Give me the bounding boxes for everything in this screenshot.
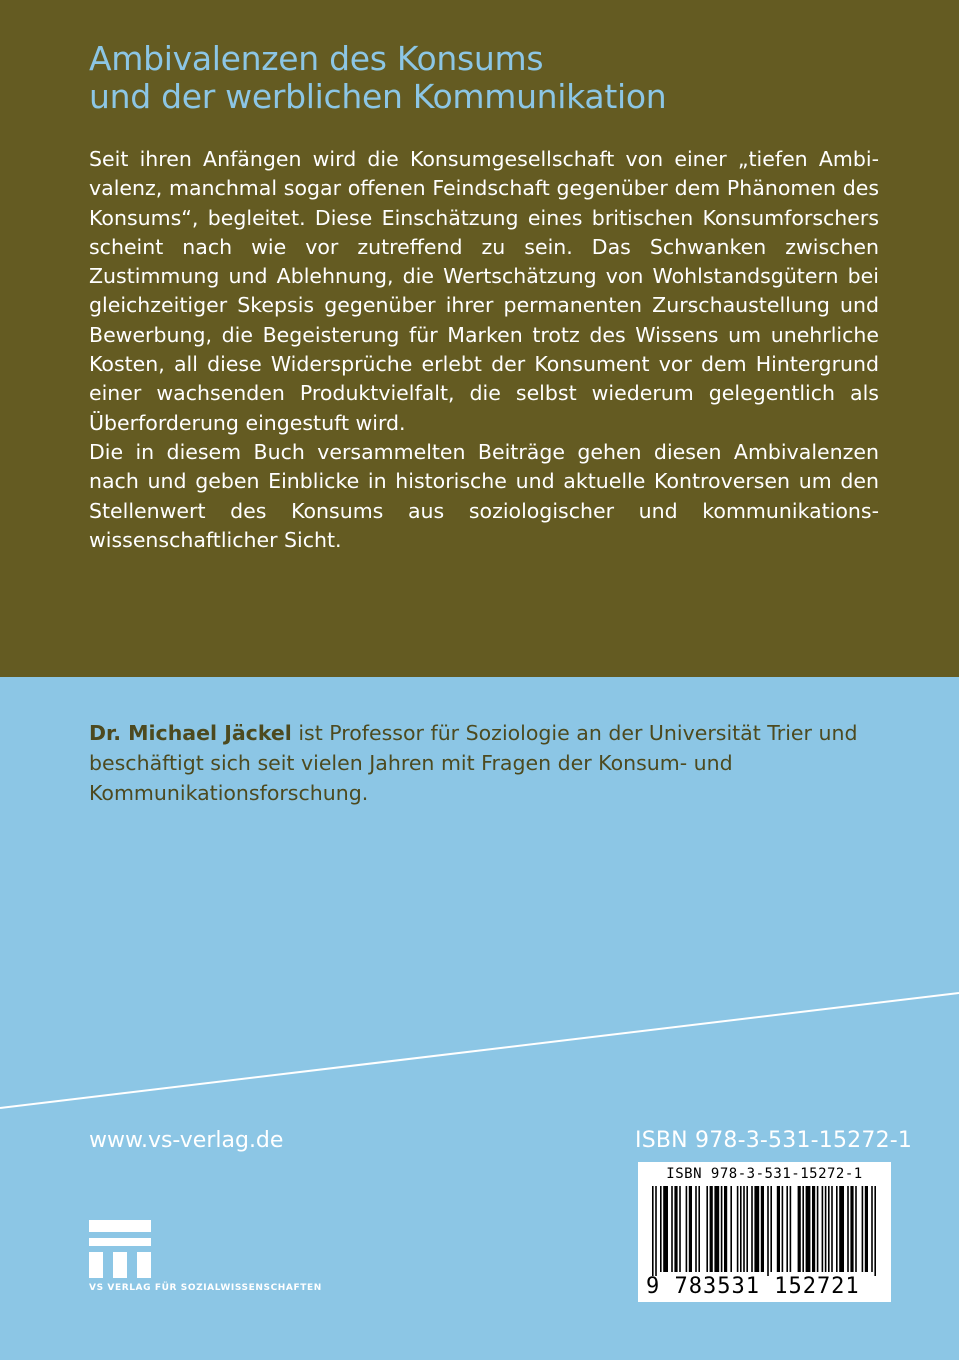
barcode-bar (655, 1186, 657, 1276)
barcode-bar (660, 1186, 662, 1272)
book-title (89, 40, 666, 116)
barcode-bar (710, 1186, 713, 1272)
barcode-bar (686, 1186, 688, 1272)
barcode-bar (862, 1186, 864, 1272)
barcode-bar (674, 1186, 677, 1272)
barcode-bar (839, 1186, 844, 1272)
barcode-bar (767, 1186, 769, 1276)
barcode-bar (689, 1186, 692, 1272)
barcode-bar (790, 1186, 792, 1272)
barcode-bar (782, 1186, 784, 1272)
barcode-bar (836, 1186, 838, 1272)
publisher-logo-text: VS VERLAG FÜR SOZIALWISSENSCHAFTEN (89, 1283, 322, 1293)
barcode-bar (831, 1186, 833, 1272)
barcode-bar (806, 1186, 811, 1272)
barcode-bar (724, 1186, 727, 1272)
barcode-bar (874, 1186, 876, 1276)
barcode-bar (825, 1186, 827, 1272)
barcode-bar (706, 1186, 708, 1272)
barcode-bar (822, 1186, 824, 1272)
barcode-bar (698, 1186, 700, 1272)
barcode-bar (817, 1186, 819, 1272)
barcode-bar (770, 1186, 772, 1272)
isbn-barcode (638, 1162, 891, 1302)
barcode-bar (850, 1186, 853, 1272)
author-bio (89, 718, 879, 808)
barcode-bar (777, 1186, 780, 1272)
barcode-bar (743, 1186, 745, 1272)
author-name: Dr. Michael Jäckel (89, 721, 292, 745)
barcode-bar (828, 1186, 830, 1272)
barcode-bar (855, 1186, 857, 1272)
description-paragraph-2: Die in diesem Buch versammelten Beiträge gehen diesen Ambivalenzen nach und geben Einblicke in historische und aktuelle Kontroversen um den Stellenwert des Konsums aus soziologischer und kommunikationswissenschaftlicher Sicht. (89, 439, 879, 552)
publisher-url[interactable]: www.vs-verlag.de (89, 1128, 284, 1153)
barcode-bar (871, 1186, 873, 1272)
barcode-bar (737, 1186, 739, 1272)
barcode-bar (754, 1186, 759, 1272)
barcode-bar (865, 1186, 868, 1272)
barcode-bar (812, 1186, 815, 1272)
barcode-bar (652, 1186, 654, 1276)
barcode-isbn-text: ISBN 978-3-531-15272-1 (666, 1166, 863, 1182)
barcode-bar (740, 1186, 742, 1272)
barcode-bar (695, 1186, 697, 1272)
publisher-logo-icon (89, 1220, 151, 1278)
barcode-digits: 9 783531 152721 (646, 1274, 860, 1299)
barcode-bar (786, 1186, 788, 1272)
barcode-bar (847, 1186, 849, 1272)
barcode-bar (730, 1186, 732, 1272)
author-bio-text: ist Professor für Soziologie an der Universität Trier und beschäftigt sich seit vielen Jahren mit Fragen der Konsum- und Kommunikationsforschung. (89, 721, 858, 805)
barcode-bar (798, 1186, 801, 1272)
barcode-bar (746, 1186, 748, 1272)
isbn-label: ISBN 978-3-531-15272-1 (635, 1128, 913, 1153)
barcode-bar (679, 1186, 681, 1272)
barcode-bar (721, 1186, 723, 1272)
barcode-bar (714, 1186, 719, 1272)
book-description (89, 145, 879, 555)
barcode-bar (663, 1186, 668, 1272)
barcode-bar (751, 1186, 753, 1272)
barcode-bars (638, 1186, 891, 1276)
title-line-2: und der werblichen Kommunikation (89, 77, 667, 116)
title-line-1: Ambivalenzen des Konsums (89, 39, 544, 78)
barcode-bar (761, 1186, 764, 1272)
description-paragraph-1: Seit ihren Anfängen wird die Konsumgesellschaft von einer „tiefen Ambivalenz, manchmal sogar offenen Feindschaft gegenüber dem Phänomen des Konsums“, begleitet. Diese Einschätzung eines britischen Konsumforschers scheint nach wie vor zutreffend zu sein. Das Schwanken zwischen Zustimmung und Ablehnung, die Wertschätzung von Wohlstandsgütern bei gleichzeitiger Skepsis gegenüber ihrer permanenten Zurschaustellung und Bewerbung, die Begeisterung für Marken trotz des Wissens um unehrliche Kosten, all diese Widersprüche erlebt der Konsument vor dem Hintergrund einer wachsenden Produktvielfalt, die selbst wiederum gelegentlich als Überforderung eingestuft wird. (89, 147, 879, 435)
barcode-bar (802, 1186, 804, 1272)
barcode-bar (671, 1186, 673, 1272)
